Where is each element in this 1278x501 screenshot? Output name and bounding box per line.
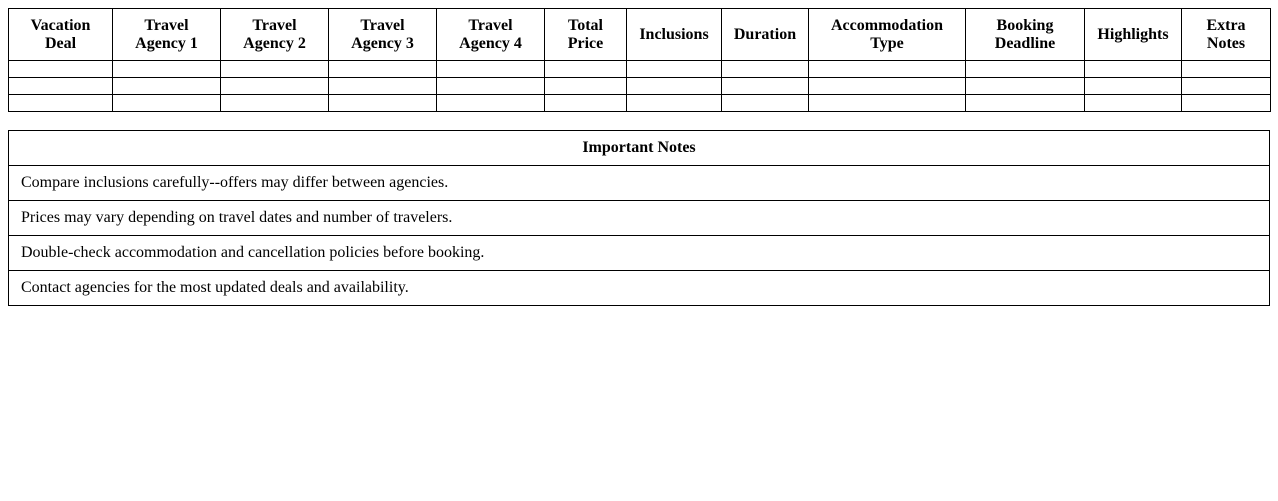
header-extra-notes: Extra Notes bbox=[1182, 9, 1271, 61]
table-cell bbox=[9, 61, 113, 78]
table-cell bbox=[1182, 78, 1271, 95]
header-travel-agency-3: Travel Agency 3 bbox=[329, 9, 437, 61]
table-cell bbox=[437, 78, 545, 95]
table-cell bbox=[966, 61, 1085, 78]
notes-header-row bbox=[9, 131, 1270, 166]
table-cell bbox=[221, 95, 329, 112]
table-cell bbox=[329, 61, 437, 78]
table-cell bbox=[437, 95, 545, 112]
table-cell bbox=[113, 61, 221, 78]
table-cell bbox=[1182, 61, 1271, 78]
note-item: Double-check accommodation and cancellation policies before booking. bbox=[9, 236, 1270, 271]
table-cell bbox=[9, 95, 113, 112]
table-cell bbox=[113, 95, 221, 112]
header-travel-agency-2: Travel Agency 2 bbox=[221, 9, 329, 61]
table-cell bbox=[329, 78, 437, 95]
header-accommodation-type: Accommodation Type bbox=[809, 9, 966, 61]
header-travel-agency-4: Travel Agency 4 bbox=[437, 9, 545, 61]
table-row bbox=[9, 78, 1271, 95]
table-cell bbox=[809, 95, 966, 112]
table-cell bbox=[545, 95, 627, 112]
note-row bbox=[9, 166, 1270, 201]
notes-title: Important Notes bbox=[9, 131, 1270, 166]
table-row bbox=[9, 61, 1271, 78]
header-vacation-deal: Vacation Deal bbox=[9, 9, 113, 61]
note-row bbox=[9, 201, 1270, 236]
table-cell bbox=[809, 78, 966, 95]
table-cell bbox=[437, 61, 545, 78]
note-row bbox=[9, 236, 1270, 271]
header-highlights: Highlights bbox=[1085, 9, 1182, 61]
table-cell bbox=[1085, 78, 1182, 95]
table-cell bbox=[809, 61, 966, 78]
table-cell bbox=[966, 78, 1085, 95]
header-duration: Duration bbox=[722, 9, 809, 61]
table-cell bbox=[329, 95, 437, 112]
table-cell bbox=[722, 78, 809, 95]
table-cell bbox=[221, 78, 329, 95]
table-cell bbox=[722, 61, 809, 78]
table-cell bbox=[1085, 61, 1182, 78]
table-cell bbox=[545, 78, 627, 95]
table-cell bbox=[221, 61, 329, 78]
table-cell bbox=[627, 78, 722, 95]
table-row bbox=[9, 95, 1271, 112]
important-notes-table bbox=[8, 130, 1270, 306]
header-booking-deadline: Booking Deadline bbox=[966, 9, 1085, 61]
note-item: Compare inclusions carefully--offers may differ between agencies. bbox=[9, 166, 1270, 201]
table-cell bbox=[1182, 95, 1271, 112]
table-cell bbox=[545, 61, 627, 78]
table-cell bbox=[722, 95, 809, 112]
note-item: Contact agencies for the most updated deals and availability. bbox=[9, 271, 1270, 306]
header-travel-agency-1: Travel Agency 1 bbox=[113, 9, 221, 61]
table-cell bbox=[627, 95, 722, 112]
table-cell bbox=[1085, 95, 1182, 112]
page bbox=[8, 8, 1270, 306]
header-inclusions: Inclusions bbox=[627, 9, 722, 61]
vacation-comparison-table bbox=[8, 8, 1271, 112]
table-cell bbox=[966, 95, 1085, 112]
table-cell bbox=[113, 78, 221, 95]
header-row bbox=[9, 9, 1271, 61]
table-cell bbox=[627, 61, 722, 78]
table-cell bbox=[9, 78, 113, 95]
note-item: Prices may vary depending on travel dates and number of travelers. bbox=[9, 201, 1270, 236]
note-row bbox=[9, 271, 1270, 306]
header-total-price: Total Price bbox=[545, 9, 627, 61]
